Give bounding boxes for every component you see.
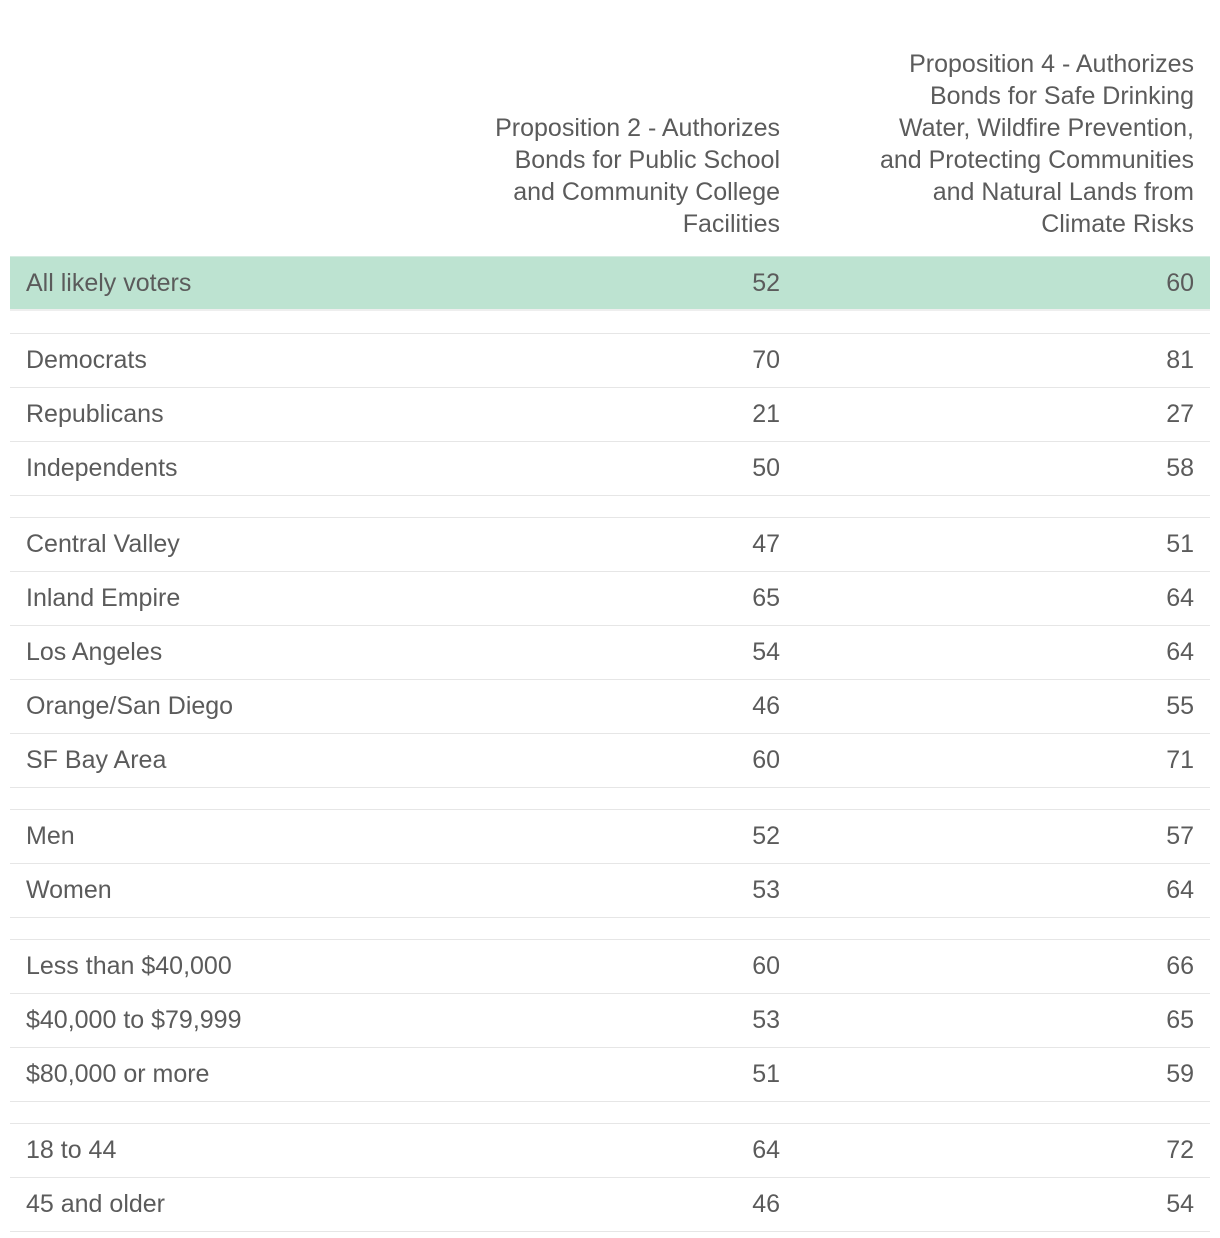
prop-4-value: 72 bbox=[1166, 1136, 1194, 1164]
prop-4-value: 58 bbox=[1166, 454, 1194, 482]
prop-2-value: 50 bbox=[752, 454, 780, 482]
prop-2-value: 52 bbox=[752, 822, 780, 850]
table-row bbox=[10, 1178, 1210, 1232]
row-label: Independents bbox=[26, 454, 178, 482]
prop-2-value: 51 bbox=[752, 1060, 780, 1088]
table-row bbox=[10, 572, 1210, 626]
prop-2-value: 53 bbox=[752, 1006, 780, 1034]
table-header bbox=[10, 0, 1210, 256]
prop-2-value: 52 bbox=[752, 268, 780, 297]
row-label: Republicans bbox=[26, 400, 164, 428]
prop-4-value: 71 bbox=[1166, 746, 1194, 774]
row-label: Democrats bbox=[26, 346, 147, 374]
prop-2-value: 46 bbox=[752, 1190, 780, 1218]
table-row bbox=[10, 388, 1210, 442]
group-divider bbox=[10, 1102, 1210, 1124]
group-divider bbox=[10, 309, 1210, 334]
row-label: Inland Empire bbox=[26, 584, 181, 612]
prop-4-value: 55 bbox=[1166, 692, 1194, 720]
row-label: SF Bay Area bbox=[26, 746, 167, 774]
table-row bbox=[10, 334, 1210, 388]
prop-4-value: 27 bbox=[1166, 400, 1194, 428]
prop-2-value: 46 bbox=[752, 692, 780, 720]
prop-2-value: 64 bbox=[752, 1136, 780, 1164]
prop-4-value: 64 bbox=[1166, 876, 1194, 904]
row-label: Less than $40,000 bbox=[26, 952, 232, 980]
row-label: 18 to 44 bbox=[26, 1136, 117, 1164]
total-row bbox=[10, 256, 1210, 309]
table-row bbox=[10, 626, 1210, 680]
prop-4-value: 65 bbox=[1166, 1006, 1194, 1034]
row-label: Men bbox=[26, 822, 75, 850]
prop-4-value: 57 bbox=[1166, 822, 1194, 850]
prop-4-value: 54 bbox=[1166, 1190, 1194, 1218]
prop-2-value: 21 bbox=[752, 400, 780, 428]
table-row bbox=[10, 940, 1210, 994]
table-body bbox=[10, 309, 1210, 1232]
group-divider bbox=[10, 496, 1210, 518]
prop-4-value: 60 bbox=[1166, 268, 1194, 297]
prop-4-value: 64 bbox=[1166, 584, 1194, 612]
row-label: Los Angeles bbox=[26, 638, 163, 666]
row-label: $40,000 to $79,999 bbox=[26, 1006, 242, 1034]
prop-4-value: 66 bbox=[1166, 952, 1194, 980]
table-row bbox=[10, 518, 1210, 572]
row-label: Orange/San Diego bbox=[26, 692, 234, 720]
table-row bbox=[10, 680, 1210, 734]
results-table bbox=[10, 0, 1210, 1232]
prop-4-value: 64 bbox=[1166, 638, 1194, 666]
prop-2-value: 60 bbox=[752, 746, 780, 774]
table-row bbox=[10, 810, 1210, 864]
row-label: Central Valley bbox=[26, 530, 180, 558]
column-header-prop-4: Proposition 4 - Authorizes Bonds for Safe Drinking Water, Wildfire Prevention, and Protecting Communities and Natural Lands from Climate Risks bbox=[879, 50, 1194, 238]
group-divider bbox=[10, 788, 1210, 810]
prop-2-value: 54 bbox=[752, 638, 780, 666]
table-row bbox=[10, 442, 1210, 496]
prop-2-value: 60 bbox=[752, 952, 780, 980]
row-label: 45 and older bbox=[26, 1190, 166, 1218]
column-header-prop-2: Proposition 2 - Authorizes Bonds for Public School and Community College Facilities bbox=[495, 114, 780, 238]
group-divider bbox=[10, 918, 1210, 940]
prop-2-value: 65 bbox=[752, 584, 780, 612]
prop-2-value: 47 bbox=[752, 530, 780, 558]
prop-4-value: 51 bbox=[1166, 530, 1194, 558]
row-label: All likely voters bbox=[26, 268, 192, 297]
row-label: $80,000 or more bbox=[26, 1060, 210, 1088]
prop-4-value: 59 bbox=[1166, 1060, 1194, 1088]
prop-2-value: 53 bbox=[752, 876, 780, 904]
table-row bbox=[10, 994, 1210, 1048]
prop-4-value: 81 bbox=[1166, 346, 1194, 374]
prop-2-value: 70 bbox=[752, 346, 780, 374]
table-row bbox=[10, 734, 1210, 788]
table-row bbox=[10, 864, 1210, 918]
row-label: Women bbox=[26, 876, 112, 904]
table-row bbox=[10, 1124, 1210, 1178]
table-row bbox=[10, 1048, 1210, 1102]
